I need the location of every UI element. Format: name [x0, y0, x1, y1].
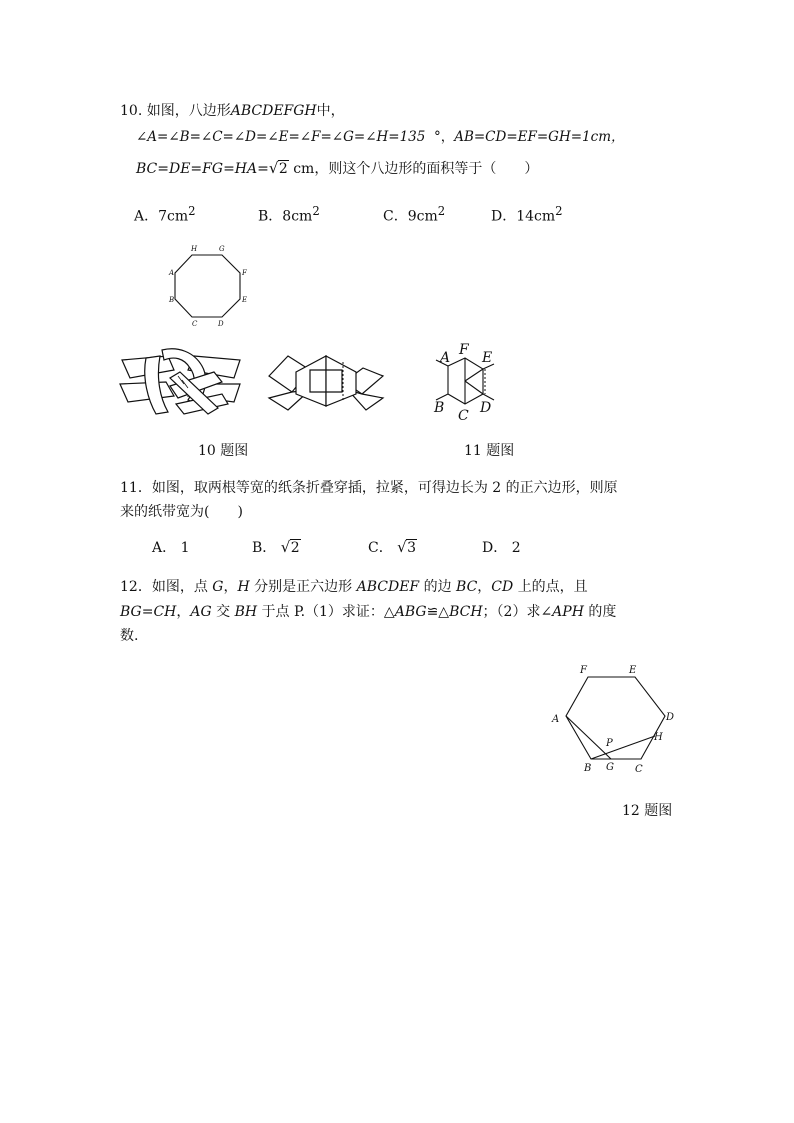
q10-option-a[interactable]: A．$7cm^2$	[134, 204, 196, 225]
q10-line1: 10. 如图，八边形ABCDEFGH中，	[120, 103, 345, 119]
sqrt-2: √ 2	[268, 159, 288, 177]
caption-q10: 10 题图	[198, 443, 249, 459]
label-e: E	[629, 665, 637, 676]
sqrt-3: √ 3	[397, 538, 417, 556]
hexagon-figure-q11	[428, 342, 508, 422]
label-f: F	[459, 342, 469, 358]
q10-option-c[interactable]: C．$9cm^2$	[383, 204, 446, 225]
label-f: F	[242, 269, 247, 277]
label-h: H	[191, 245, 198, 253]
label-b: B	[434, 400, 445, 416]
label-h: H	[654, 732, 663, 743]
sqrt-2: √ 2	[280, 538, 300, 556]
q10-option-d[interactable]: D．$14cm^2$	[491, 204, 563, 225]
label-b: B	[169, 296, 175, 304]
q11-option-c[interactable]: C． √ 3	[368, 538, 417, 556]
q11-option-b[interactable]: B． √ 2	[252, 538, 300, 556]
label-d: D	[666, 712, 675, 723]
label-g: G	[219, 245, 225, 253]
q10-option-b[interactable]: B．$8cm^2$	[258, 204, 320, 225]
label-e: E	[482, 350, 493, 366]
q12-line3: 数.	[120, 628, 139, 644]
q10-line3: BC=DE=FG=HA= √ 2 cm，则这个八边形的面积等于（ ）	[136, 159, 539, 177]
label-e: E	[242, 296, 248, 304]
q11-line1: 11．如图，取两根等宽的纸条折叠穿插，拉紧，可得边长为 2 的正六边形，则原	[120, 480, 618, 496]
caption-q12: 12 题图	[622, 803, 673, 819]
label-d: D	[218, 320, 224, 328]
label-f: F	[580, 665, 587, 676]
label-c: C	[192, 320, 198, 328]
hexagon-figure-q12	[545, 660, 681, 778]
label-c: C	[635, 764, 643, 775]
q10-line2: ∠A=∠B=∠C=∠D=∠E=∠F=∠G=∠H=135 °，AB=CD=EF=GH=1cm，	[136, 129, 625, 145]
octagon-figure	[165, 242, 255, 330]
label-d: D	[480, 400, 492, 416]
label-p: P	[606, 738, 613, 749]
q12-line1: 12．如图，点 G，H 分别是正六边形 ABCDEF 的边 BC，CD 上的点，且	[120, 579, 588, 595]
q11-line2: 来的纸带宽为( )	[120, 504, 243, 520]
q11-option-a[interactable]: A． 1	[152, 540, 190, 556]
caption-q11: 11 题图	[464, 443, 515, 459]
label-g: G	[606, 762, 614, 773]
woven-strips-figure	[118, 342, 244, 420]
folded-strips-figure	[266, 350, 386, 414]
q12-line2: BG=CH，AG 交 BH 于点 P.（1）求证：△ABG≌△BCH；（2）求∠APH 的度	[120, 604, 617, 620]
label-a: A	[169, 269, 175, 277]
label-b: B	[584, 763, 592, 774]
q11-option-d[interactable]: D． 2	[482, 540, 521, 556]
label-c: C	[458, 408, 469, 422]
label-a: A	[440, 350, 451, 366]
label-a: A	[552, 714, 560, 725]
